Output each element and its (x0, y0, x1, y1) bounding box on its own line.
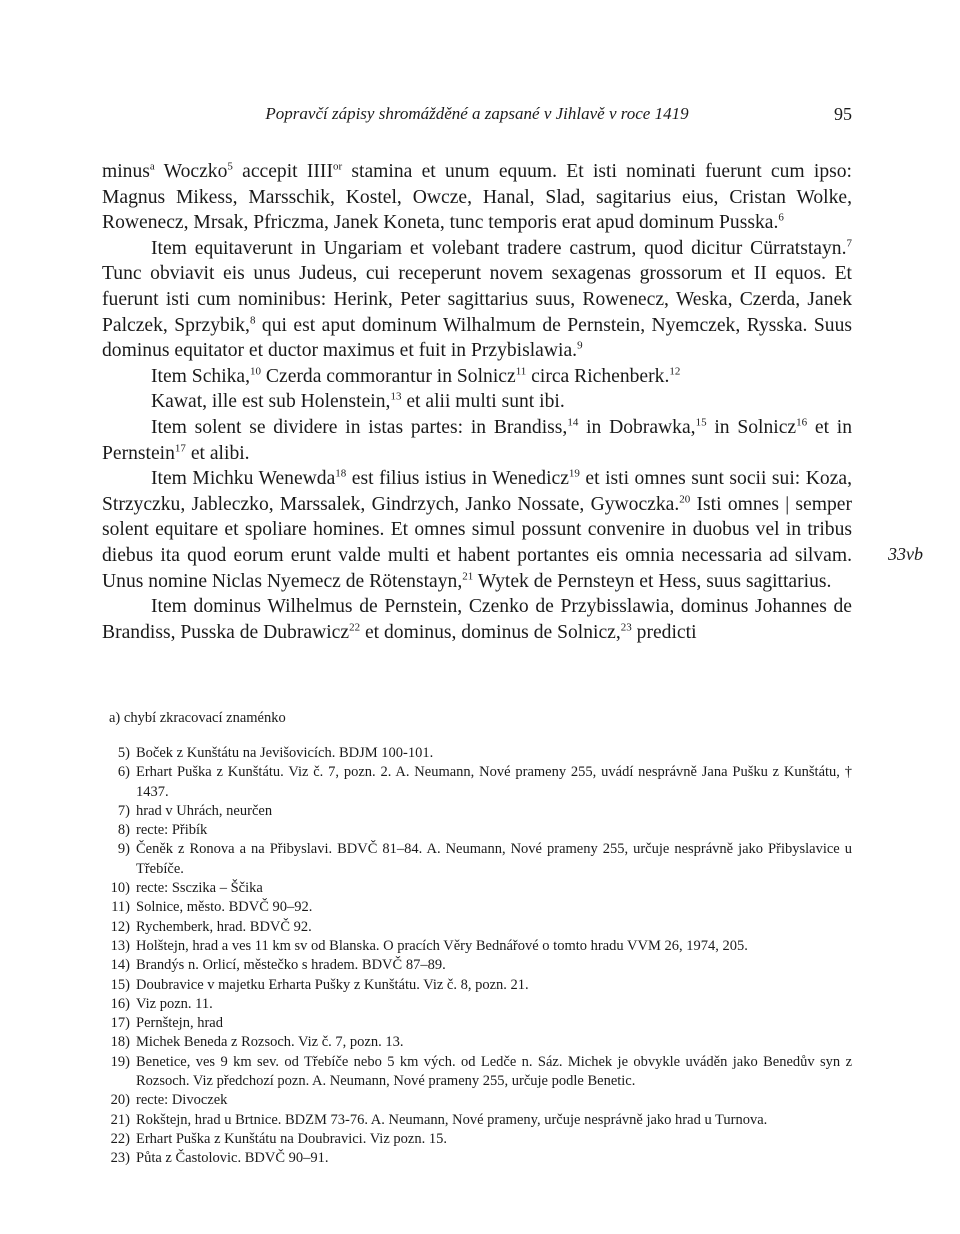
footnote (102, 763, 852, 802)
footnote (102, 1053, 852, 1092)
footnote-number: 18) (110, 1034, 130, 1051)
footnote (102, 918, 852, 937)
footnote-ref: 5 (227, 160, 233, 173)
footnote-number: 17) (110, 1015, 130, 1032)
footnote-ref: 21 (462, 569, 474, 582)
footnote-text: recte: Divoczek (136, 1092, 228, 1109)
footnote-ref: 22 (349, 621, 361, 634)
footnote-number: 6) (117, 764, 130, 781)
footnote (102, 1149, 852, 1168)
text-run: Kawat, ille est sub Holenstein, (151, 391, 391, 413)
text-run: Item Michku Wenewda (151, 468, 336, 490)
footnote-number: 22) (110, 1130, 130, 1147)
critical-apparatus-note: a) chybí zkracovací znaménko (109, 710, 286, 726)
text-run: Item solent se dividere in istas partes: in Brandiss, (151, 416, 568, 438)
footnote-number: 10) (110, 880, 130, 897)
footnote-text: recte: Ssczika – Ščika (136, 880, 263, 897)
paragraph-5 (102, 415, 852, 466)
footnote-ref: 15 (695, 416, 707, 429)
footnote-text: Rokštejn, hrad u Brtnice. BDZM 73-76. A. Neumann, Nové prameny, určuje nesprávně jako hrad u Turnova. (136, 1111, 768, 1128)
footnote-text: recte: Přibík (136, 822, 208, 839)
footnote-ref: 19 (568, 467, 580, 480)
text-run: Item equitaverunt in Ungariam et volebant tradere castrum, quod dicitur Cürratstayn. (151, 237, 847, 259)
footnote-number: 16) (110, 995, 130, 1012)
footnote (102, 1111, 852, 1130)
text-run: Wytek de Pernsteyn et Hess, suus sagittarius. (473, 570, 832, 592)
superscript: or (332, 160, 343, 173)
footnote-ref: 18 (335, 467, 347, 480)
footnote-ref: 10 (250, 365, 262, 378)
text-run: stamina et unum equum. Et isti nominati fuerunt cum ipso: Magnus Mikess, Marsschik, Kostel, Owcze, Hanal, Slad, sagitarius eius, Cristan Wolke, Rowenecz, Mrsak, Pfriczma, Janek Koneta, tunc temporis erat apud dominum Pusska. (102, 161, 852, 234)
footnote-text: Doubravice v majetku Erharta Pušky z Kunštátu. Viz č. 8, pozn. 21. (136, 976, 529, 993)
text-run: et isti omnes sunt socii sui: Koza, Strzyczku, Jableczko, Marssalek, Gindrzych, Janko Nossate, Gywoczka. (102, 468, 852, 515)
text-run: accepit IIII (232, 161, 333, 182)
footnote (102, 1033, 852, 1052)
footnote-number: 14) (110, 957, 130, 974)
footnote-text: Pernštejn, hrad (136, 1015, 223, 1032)
footnote (102, 956, 852, 975)
paragraph-2 (102, 236, 852, 364)
footnote-text: hrad v Uhrách, neurčen (136, 802, 273, 819)
critical-note-ref: a (149, 160, 155, 173)
text-run: Czerda commorantur in Solnicz (261, 365, 516, 387)
footnote-number: 8) (117, 822, 130, 839)
text-run: qui est aput dominum Wilhalmum de Pernstein, Nyemczek, Rysska. Suus dominus equitator et ductor maximus et fuit in Przybislawia. (102, 314, 852, 362)
text-run: et in Pernstein (102, 416, 853, 464)
footnote (102, 821, 852, 840)
footnote-ref: 14 (567, 416, 579, 429)
paragraph-7 (102, 594, 852, 645)
footnotes-list (102, 744, 852, 1169)
footnote-number: 15) (110, 976, 130, 993)
footnote-number: 23) (110, 1150, 130, 1167)
footnote-number: 5) (117, 745, 130, 761)
text-run: Item dominus Wilhelmus de Pernstein, Czenko de Przybisslawia, dominus Johannes de Brandiss, Pusska de Dubrawicz (102, 596, 852, 643)
footnote-ref: 20 (679, 493, 691, 506)
paragraph-6 (102, 466, 852, 594)
text-run: in Dobrawka, (578, 416, 696, 438)
text-run: in Solnicz (706, 416, 797, 438)
footnote-ref: 13 (390, 390, 402, 403)
text-run: Isti omnes | semper solent equitare et spoliare homines. Et omnes simul possunt convenire in duobus vel in tribus diebus ita quod eorum erunt valde multi et habent portantes eis omnia necessaria ad silvam. Unus nomine Niclas Nyemecz de Rötenstayn, (102, 493, 852, 592)
footnote-ref: 9 (577, 339, 583, 352)
footnote-number: 11) (111, 899, 130, 916)
footnote (102, 1014, 852, 1033)
footnote (102, 744, 852, 763)
footnote-text: Holštejn, hrad a ves 11 km sv od Blanska. O pracích Věry Bednářové o tomto hradu VVM 26, 1974, 205. (136, 937, 748, 954)
footnote-text: Rychemberk, hrad. BDVČ 92. (136, 918, 312, 935)
footnote (102, 898, 852, 917)
footnote (102, 1130, 852, 1149)
footnote-number: 20) (110, 1092, 130, 1109)
paragraph-4 (102, 389, 852, 415)
footnote-ref: 11 (515, 365, 527, 378)
text-run: Woczko (154, 161, 228, 182)
main-text (102, 159, 852, 645)
footnote-ref: 7 (846, 237, 852, 250)
footnote-number: 9) (117, 841, 130, 858)
text-run: et dominus, dominus de Solnicz, (360, 621, 621, 643)
footnote-ref: 23 (620, 621, 632, 634)
footnote-ref: 17 (174, 442, 186, 454)
footnote (102, 1091, 852, 1110)
footnote (102, 802, 852, 821)
footnote-text: Erhart Puška z Kunštátu na Doubravici. Viz pozn. 15. (136, 1130, 447, 1147)
text-run: Item Schika, (151, 365, 251, 387)
text-run: et alibi. (185, 442, 250, 464)
text-run: predicti (631, 621, 697, 643)
text-run: est filius istius in Wenedicz (346, 468, 569, 490)
text-run: Tunc obviavit eis unus Judeus, cui receperunt novem sexagenas grossorum et II equos. Et fuerunt isti cum nominibus: Herink, Peter sagittarius suus, Rowenecz, Weska, Czerda, Janek Palczek, Sprzybik, (102, 263, 852, 336)
footnote (102, 879, 852, 898)
footnote-text: Solnice, město. BDVČ 90–92. (136, 899, 313, 916)
footnote-ref: 6 (778, 211, 784, 224)
footnote (102, 840, 852, 879)
footnote-text: Půta z Častolovic. BDVČ 90–91. (136, 1150, 329, 1167)
footnote-text: Boček z Kunštátu na Jevišovicích. BDJM 100-101. (136, 745, 434, 761)
page-number: 95 (834, 104, 852, 124)
folio-margin-note: 33vb (888, 544, 923, 564)
footnote-text: Erhart Puška z Kunštátu. Viz č. 7, pozn. 2. A. Neumann, Nové prameny 255, uvádí nesprávně Jana Pušku z Kunštátu, † 1437. (136, 764, 852, 800)
footnote-text: Čeněk z Ronova a na Přibyslavi. BDVČ 81–84. A. Neumann, Nové prameny 255, určuje nesprávně jako Přibyslavice u Třebíče. (136, 841, 852, 877)
footnote (102, 995, 852, 1014)
footnote-ref: 12 (669, 365, 681, 378)
footnote-number: 19) (110, 1053, 130, 1070)
footnote-number: 7) (117, 802, 130, 819)
footnote-text: Brandýs n. Orlicí, městečko s hradem. BDVČ 87–89. (136, 957, 446, 974)
footnote-ref: 16 (796, 416, 808, 429)
footnote-text: Michek Beneda z Rozsoch. Viz č. 7, pozn. 13. (136, 1034, 404, 1051)
paragraph-3 (102, 364, 852, 390)
footnote (102, 976, 852, 995)
footnote-ref: 8 (249, 314, 256, 327)
running-title: Popravčí zápisy shromážděné a zapsané v Jihlavě v roce 1419 (265, 104, 689, 123)
page-header (102, 104, 852, 130)
footnote-number: 21) (110, 1111, 130, 1128)
footnote (102, 937, 852, 956)
footnote-text: Benetice, ves 9 km sev. od Třebíče nebo 5 km vých. od Ledče n. Sáz. Michek je obvykle uváděn jako Benedův syn z Rozsoch. Viz předchozí pozn. A. Neumann, Nové prameny 255, určuje podle Benetic. (136, 1053, 852, 1090)
text-run: circa Richenberk. (526, 365, 670, 387)
paragraph-1 (102, 159, 852, 236)
footnote-text: Viz pozn. 11. (136, 995, 213, 1012)
text-run: minus (102, 161, 150, 182)
footnote-number: 12) (110, 918, 130, 935)
footnote-number: 13) (110, 937, 130, 954)
text-run: et alii multi sunt ibi. (401, 391, 565, 413)
